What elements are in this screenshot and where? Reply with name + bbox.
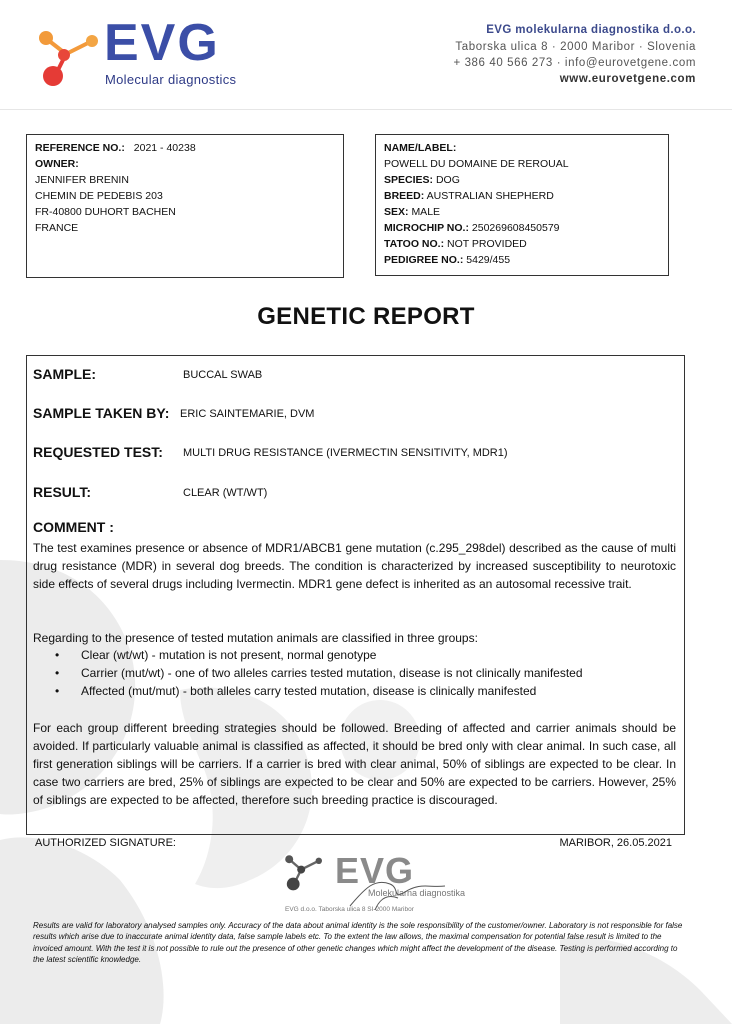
bullet-carrier: Carrier (mut/wt) - one of two alleles carries tested mutation, disease is not clinically manifested xyxy=(81,666,583,680)
species-label: SPECIES: xyxy=(384,174,434,186)
company-name: EVG molekularna diagnostika d.o.o. xyxy=(486,24,696,36)
animal-info-box xyxy=(375,134,669,276)
reference-value: 2021 - 40238 xyxy=(133,142,196,154)
signature-scribble xyxy=(280,848,460,920)
company-contact: + 386 40 566 273 · info@eurovetgene.com xyxy=(453,57,696,69)
breed-row xyxy=(384,188,668,204)
pedigree-row xyxy=(384,252,668,268)
requested-test-value: MULTI DRUG RESISTANCE (IVERMECTIN SENSITIVITY, MDR1) xyxy=(183,447,508,459)
owner-country: FRANCE xyxy=(35,222,79,234)
sample-taken-label: SAMPLE TAKEN BY: xyxy=(33,405,170,421)
reference-label: REFERENCE NO.: xyxy=(35,142,125,154)
breed-label: BREED: xyxy=(384,190,425,202)
stamp-address: EVG d.o.o. Taborska ulica 8 SI-2000 Maribor xyxy=(285,906,414,913)
list-item: • Clear (wt/wt) - mutation is not present, normal genotype xyxy=(55,648,377,662)
microchip-value: 250269608450579 xyxy=(471,222,560,234)
place-date: MARIBOR, 26.05.2021 xyxy=(559,837,672,849)
logo-tagline: Molecular diagnostics xyxy=(105,72,237,87)
pedigree-value: 5429/455 xyxy=(466,254,511,266)
header-divider xyxy=(0,109,732,110)
logo-wordmark: EVG xyxy=(104,14,220,72)
list-item: • Carrier (mut/wt) - one of two alleles carries tested mutation, disease is not clinically manifested xyxy=(55,666,583,680)
report-title: GENETIC REPORT xyxy=(257,303,475,330)
sample-taken-value: ERIC SAINTEMARIE, DVM xyxy=(180,408,315,420)
reference-row xyxy=(35,140,343,156)
company-address: Taborska ulica 8 · 2000 Maribor · Slovenia xyxy=(455,41,696,53)
owner-address-line1: CHEMIN DE PEDEBIS 203 xyxy=(35,190,163,202)
tatoo-row xyxy=(384,236,668,252)
tatoo-value: NOT PROVIDED xyxy=(447,238,527,250)
list-item: • Affected (mut/mut) - both alleles carry tested mutation, disease is clinically manifested xyxy=(55,684,537,698)
result-value: CLEAR (WT/WT) xyxy=(183,487,268,499)
bullet-clear: Clear (wt/wt) - mutation is not present, normal genotype xyxy=(81,648,377,662)
sample-label: SAMPLE: xyxy=(33,366,96,382)
disclaimer-text: Results are valid for laboratory analysed samples only. Accuracy of the data about animal identity is the sole responsibility of the customer/owner. Laboratory is not responsible for false results which arise due to inaccurate animal identity data, false sample labels etc. To the extent the law allows, the maximal compensation for potential false result is limited to the invoiced amount. With the test it is not possible to rule out the presence of other genetic changes which might affect the development of the disease. Testing is performed according to the latest scientific knowledge. xyxy=(33,921,683,965)
owner-label: OWNER: xyxy=(35,158,79,170)
animal-name: POWELL DU DOMAINE DE REROUAL xyxy=(384,158,569,170)
sex-value: MALE xyxy=(411,206,441,218)
sex-row xyxy=(384,204,668,220)
microchip-row xyxy=(384,220,668,236)
owner-address-line2: FR-40800 DUHORT BACHEN xyxy=(35,206,176,218)
owner-info-box xyxy=(26,134,344,278)
owner-name: JENNIFER BRENIN xyxy=(35,174,129,186)
sample-value: BUCCAL SWAB xyxy=(183,369,263,381)
bullet-affected: Affected (mut/mut) - both alleles carry tested mutation, disease is clinically manifested xyxy=(81,684,537,698)
stamp-company: Molekularna diagnostika xyxy=(368,888,466,898)
company-stamp xyxy=(280,848,466,920)
species-row xyxy=(384,172,668,188)
species-value: DOG xyxy=(435,174,460,186)
tatoo-label: TATOO NO.: xyxy=(384,238,445,250)
comment-heading: COMMENT : xyxy=(33,519,114,535)
name-label: NAME/LABEL: xyxy=(384,142,457,154)
pedigree-label: PEDIGREE NO.: xyxy=(384,254,464,266)
company-website: www.eurovetgene.com xyxy=(559,73,696,85)
result-label: RESULT: xyxy=(33,484,92,500)
comment-paragraph-3: For each group different breeding strategies should be followed. Breeding of affected and carrier animals should be avoided. If particularly valuable animal is classified as affected, it should be bred only with clear animal. In such case, all first generation siblings will be carriers. If a carrier is bred with clear animal, 50% of siblings are expected to be clear. In case two carriers are bred, 25% of siblings are expected to be clear and 50% are expected to be carriers. However, 25% of siblings are expected to be affected, therefore such breeding practice is discouraged. xyxy=(33,721,676,807)
comment-paragraph-1: The test examines presence or absence of MDR1/ABCB1 gene mutation (c.295_298del) described as the cause of multi drug resistance (MDR) in several dog breeds. The condition is characterized by increased susceptibility to neurotoxic side effects of several drugs including Ivermectin. MDR1 gene defect is inherited as an autosomal recessive trait. xyxy=(33,541,676,591)
sex-label: SEX: xyxy=(384,206,409,218)
breed-value: AUSTRALIAN SHEPHERD xyxy=(426,190,554,202)
comment-paragraph-2: Regarding to the presence of tested mutation animals are classified in three groups: xyxy=(33,631,478,645)
requested-test-label: REQUESTED TEST: xyxy=(33,444,163,460)
authorized-signature-label: AUTHORIZED SIGNATURE: xyxy=(35,837,176,849)
microchip-label: MICROCHIP NO.: xyxy=(384,222,469,234)
stamp-logo-text: EVG xyxy=(335,850,415,891)
